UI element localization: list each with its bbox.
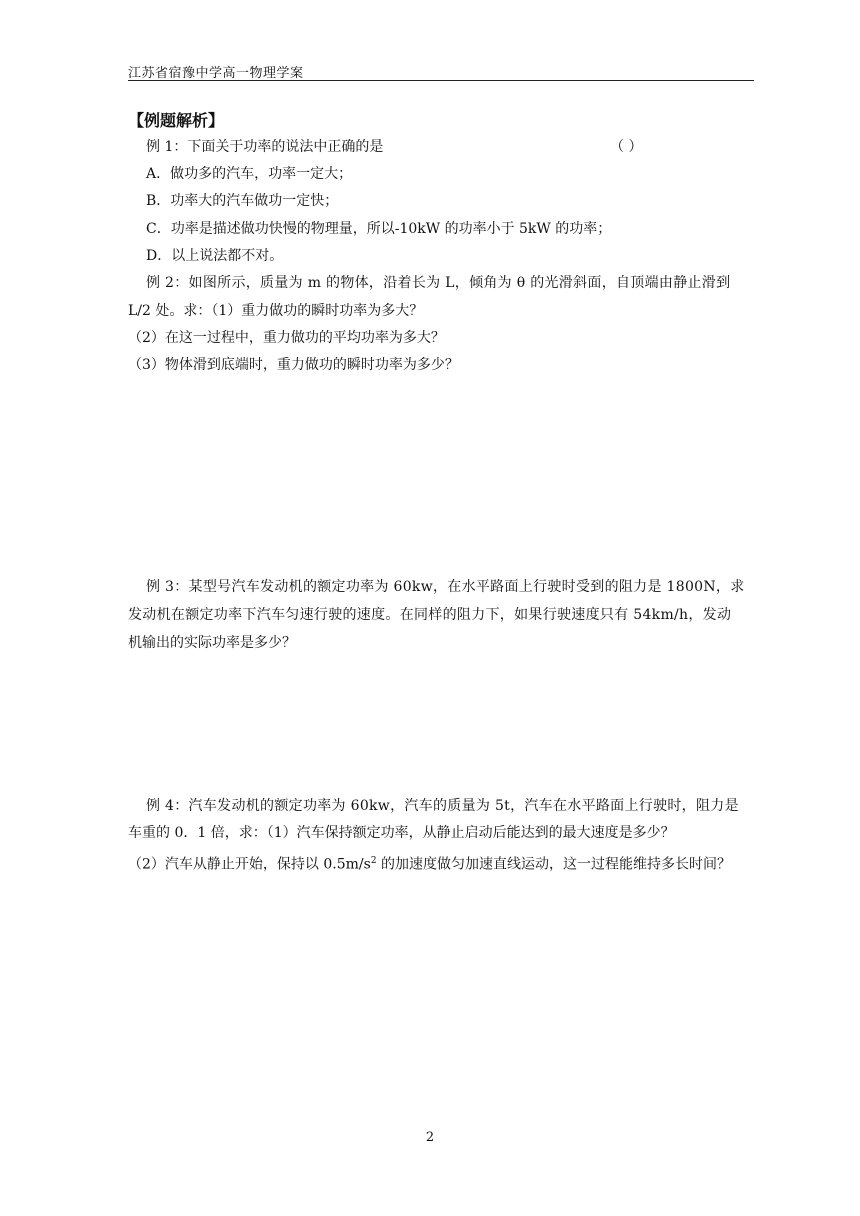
example1-option-a: A．做功多的汽车，功率一定大； [146, 166, 353, 182]
example4-line2: 车重的 0．1 倍，求：（1）汽车保持额定功率，从静止启动后能达到的最大速度是多少？ [128, 825, 675, 841]
example2-line2: L/2 处。求：（1）重力做功的瞬时功率为多大？ [128, 303, 424, 319]
example2-line3: （2）在这一过程中，重力做功的平均功率为多大？ [128, 330, 445, 346]
example1-stem: 例 1：下面关于功率的说法中正确的是 [146, 139, 384, 155]
example3-line3: 机输出的实际功率是多少？ [128, 635, 296, 651]
header-divider [128, 80, 754, 81]
example4-line3 [128, 852, 731, 874]
example1-option-d: D．以上说法都不对。 [146, 248, 284, 264]
example2-line1: 例 2：如图所示，质量为 m 的物体，沿着长为 L，倾角为 θ 的光滑斜面，自顶端由静止滑到 [146, 275, 731, 291]
example4-line1: 例 4：汽车发动机的额定功率为 60kw，汽车的质量为 5t，汽车在水平路面上行驶时，阻力是 [146, 798, 739, 814]
section-title: 【例题解析】 [128, 111, 225, 130]
example3-line2: 发动机在额定功率下汽车匀速行驶的速度。在同样的阻力下，如果行驶速度只有 54km/h，发动 [128, 607, 732, 623]
example1-option-c: C．功率是描述做功快慢的物理量，所以-10kW 的功率小于 5kW 的功率； [146, 221, 612, 237]
answer-blank: （ ） [610, 139, 643, 155]
document-header: 江苏省宿豫中学高一物理学案 [128, 66, 304, 81]
page-number: 2 [425, 1130, 435, 1145]
example1-option-b: B．功率大的汽车做功一定快； [146, 193, 339, 209]
superscript-exponent: 2 [370, 856, 377, 866]
example4-line3-text-end: 的加速度做匀加速直线运动，这一过程能维持多长时间？ [376, 856, 731, 873]
example2-line4: （3）物体滑到底端时，重力做功的瞬时功率为多少？ [128, 357, 459, 373]
example4-line3-text: （2）汽车从静止开始，保持以 0.5m/s [128, 856, 371, 873]
example3-line1: 例 3：某型号汽车发动机的额定功率为 60kw，在水平路面上行驶时受到的阻力是 1800N，求 [146, 579, 745, 595]
